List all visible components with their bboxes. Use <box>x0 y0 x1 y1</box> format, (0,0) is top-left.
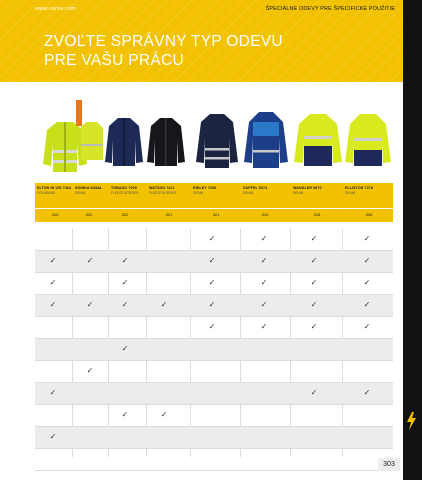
table-row <box>35 383 393 405</box>
check-icon: ✓ <box>49 300 57 309</box>
table-row <box>35 339 393 361</box>
table-row <box>35 317 393 339</box>
page-reference[interactable]: 306 <box>365 212 373 217</box>
product-header: ELLISTON 7278 DENIM <box>345 186 373 195</box>
page-reference[interactable]: 319 <box>261 212 269 217</box>
page-number: 303 <box>378 458 400 471</box>
photo-elliston <box>341 100 395 182</box>
lightning-bolt-icon <box>406 412 417 430</box>
check-icon: ✓ <box>208 322 216 331</box>
product-header: DUFFEL 9074 DENIM <box>243 186 268 195</box>
product-header: TOBAGO 7009 FLEECE BORDER <box>111 186 138 195</box>
table-row <box>35 229 393 251</box>
product-photos <box>35 100 393 182</box>
check-icon: ✓ <box>160 410 168 419</box>
table-row <box>35 405 393 427</box>
check-icon: ✓ <box>208 234 216 243</box>
product-header: WANGLER 9870 DENIM <box>293 186 322 195</box>
table-row <box>35 295 393 317</box>
check-icon: ✓ <box>260 234 268 243</box>
check-icon: ✓ <box>363 300 371 309</box>
website-url[interactable]: www.cerva.com <box>35 6 77 12</box>
table-row <box>35 361 393 383</box>
check-icon: ✓ <box>121 256 129 265</box>
check-icon: ✓ <box>121 344 129 353</box>
check-icon: ✓ <box>86 366 94 375</box>
check-icon: ✓ <box>310 300 318 309</box>
check-icon: ✓ <box>49 432 57 441</box>
check-icon: ✓ <box>86 256 94 265</box>
page-reference[interactable]: 318 <box>313 212 321 217</box>
check-icon: ✓ <box>260 256 268 265</box>
product-name-row <box>35 183 393 208</box>
table-row <box>35 427 393 449</box>
check-icon: ✓ <box>121 410 129 419</box>
page-reference[interactable]: 321 <box>212 212 220 217</box>
product-header: ELTON HI-VIS 7464 POLYAMIDE <box>37 186 72 195</box>
check-icon: ✓ <box>49 388 57 397</box>
product-header: WATSON 7221 FLEECE BORDER <box>149 186 176 195</box>
check-icon: ✓ <box>160 300 168 309</box>
page-reference[interactable]: 322 <box>85 212 93 217</box>
table-row <box>35 273 393 295</box>
check-icon: ✓ <box>49 256 57 265</box>
check-icon: ✓ <box>86 300 94 309</box>
page-reference[interactable]: 310 <box>51 212 59 217</box>
check-icon: ✓ <box>208 278 216 287</box>
page-reference[interactable]: 321 <box>165 212 173 217</box>
feature-matrix <box>35 229 393 471</box>
check-icon: ✓ <box>208 300 216 309</box>
check-icon: ✓ <box>121 278 129 287</box>
check-icon: ✓ <box>310 278 318 287</box>
product-header: SONIKA KIMAL DENIM <box>75 186 103 195</box>
page-code-row <box>35 208 393 222</box>
headline-line-1: ZVOĽTE SPRÁVNY TYP ODEVU <box>44 33 283 50</box>
check-icon: ✓ <box>310 322 318 331</box>
check-icon: ✓ <box>310 256 318 265</box>
check-icon: ✓ <box>260 322 268 331</box>
check-icon: ✓ <box>363 256 371 265</box>
check-icon: ✓ <box>363 278 371 287</box>
photo-duffel <box>241 100 291 182</box>
photo-ridley <box>193 100 241 182</box>
product-header: RIDLEY 7290 DENIM <box>193 186 217 195</box>
check-icon: ✓ <box>363 234 371 243</box>
check-icon: ✓ <box>121 300 129 309</box>
photo-wangler <box>290 100 346 182</box>
check-icon: ✓ <box>49 278 57 287</box>
table-row <box>35 251 393 273</box>
headline-line-2: PRE VAŠU PRÁCU <box>44 52 184 69</box>
check-icon: ✓ <box>260 278 268 287</box>
photo-tobago <box>103 100 145 182</box>
table-row <box>35 449 393 471</box>
check-icon: ✓ <box>260 300 268 309</box>
page-reference[interactable]: 322 <box>121 212 129 217</box>
side-bar <box>403 0 422 480</box>
check-icon: ✓ <box>363 322 371 331</box>
page-headline <box>44 32 344 70</box>
photo-watson <box>145 100 187 182</box>
check-icon: ✓ <box>310 234 318 243</box>
check-icon: ✓ <box>310 388 318 397</box>
header-banner <box>0 0 403 82</box>
section-title: ŠPECIÁLNE ODEVY PRE ŠPECIFICKÉ POUŽITIE <box>265 6 395 12</box>
photo-sonika <box>75 100 105 182</box>
check-icon: ✓ <box>208 256 216 265</box>
check-icon: ✓ <box>363 388 371 397</box>
